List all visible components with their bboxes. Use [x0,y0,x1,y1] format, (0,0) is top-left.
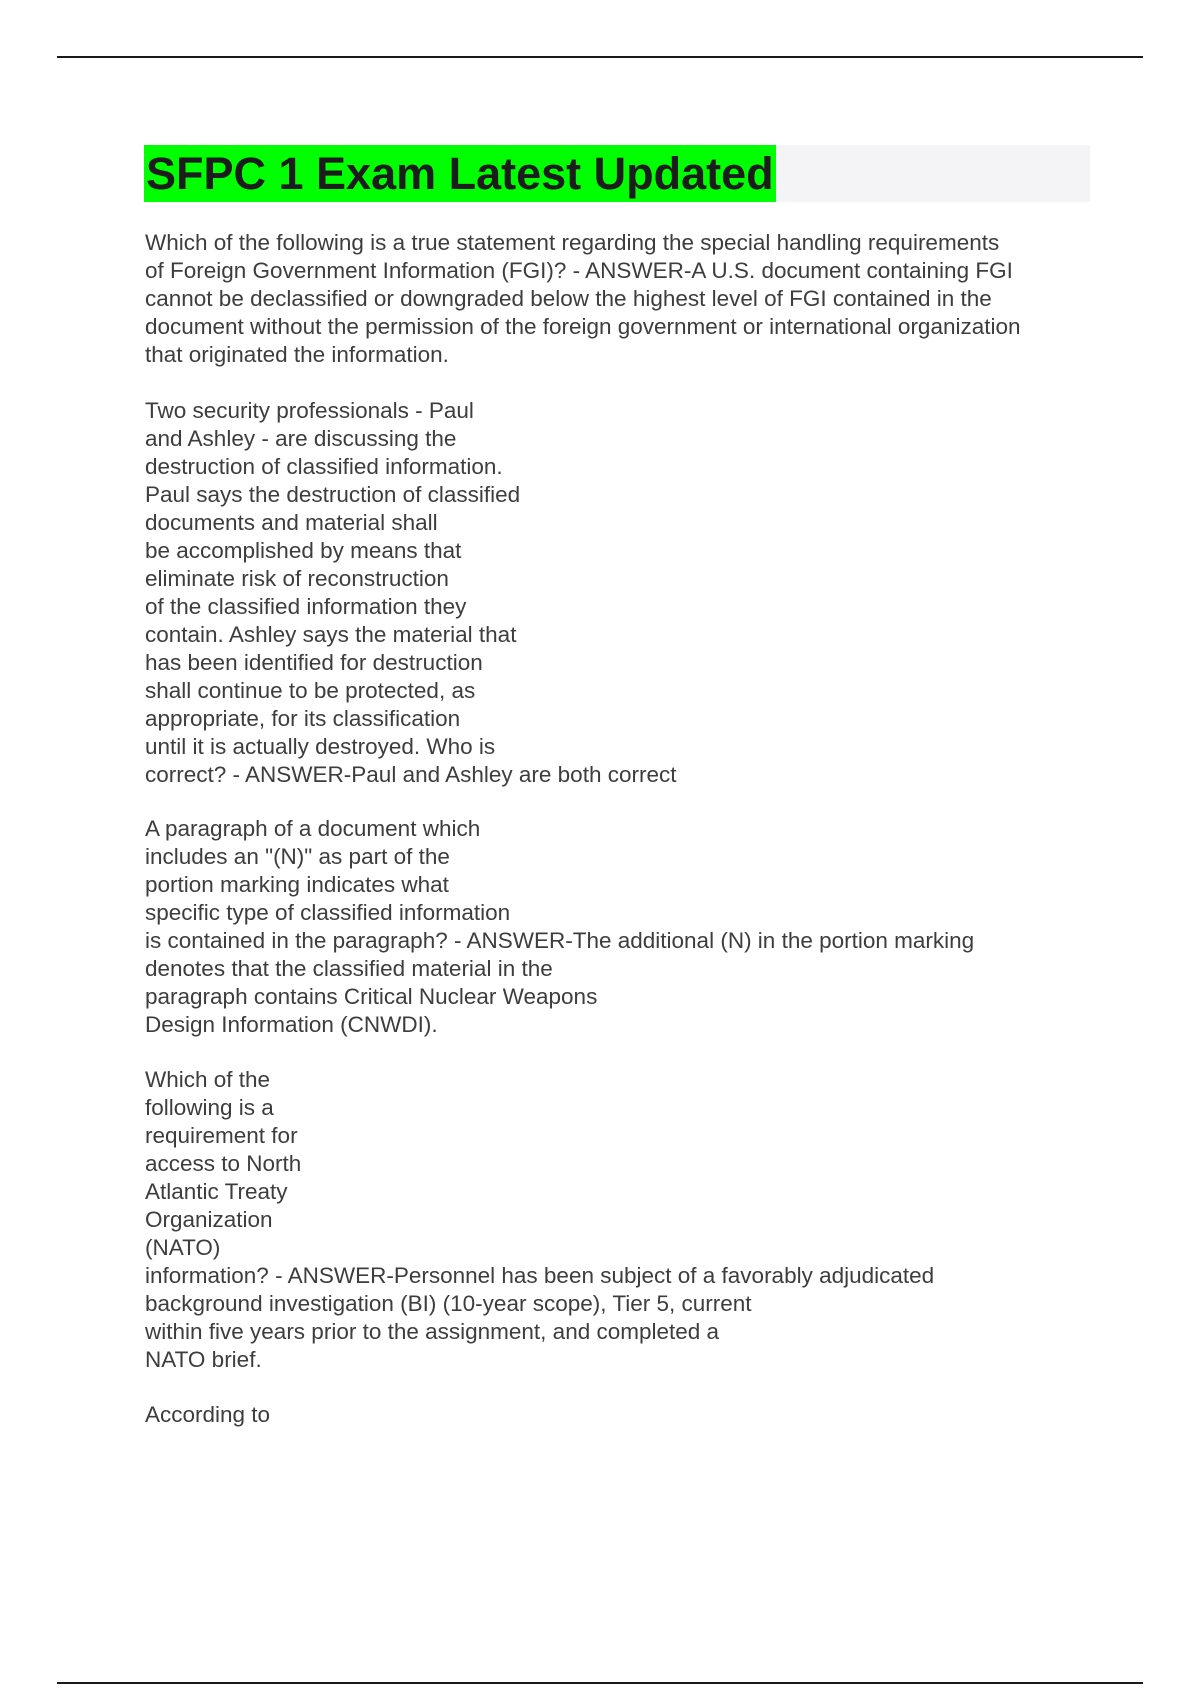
text-line: following is a [145,1095,274,1120]
text-line: (NATO) [145,1235,221,1260]
text-line: be accomplished by means that [145,538,462,563]
text-line: A paragraph of a document which [145,816,481,841]
text-line: appropriate, for its classification [145,706,461,731]
footer-rule [57,1682,1143,1684]
qa-block [145,229,1021,369]
text-line: requirement for [145,1123,298,1148]
text-line: of Foreign Government Information (FGI)? - ANSWER-A U.S. document containing FGI [145,258,1013,283]
text-line: denotes that the classified material in the [145,956,553,981]
text-line: information? - ANSWER-Personnel has been subject of a favorably adjudicated [145,1263,935,1288]
text-line: According to [145,1402,271,1427]
text-line: access to North [145,1151,302,1176]
qa-block [145,397,676,789]
page-title: SFPC 1 Exam Latest Updated [144,145,776,202]
text-line: that originated the information. [145,342,449,367]
text-line: shall continue to be protected, as [145,678,476,703]
text-line: paragraph contains Critical Nuclear Weapons [145,984,598,1009]
text-line: contain. Ashley says the material that [145,622,517,647]
text-line: Which of the [145,1067,271,1092]
text-line: background investigation (BI) (10-year scope), Tier 5, current [145,1291,752,1316]
text-line: of the classified information they [145,594,467,619]
text-line: includes an "(N)" as part of the [145,844,450,869]
text-line: Design Information (CNWDI). [145,1012,438,1037]
text-line: Atlantic Treaty [145,1179,288,1204]
header-rule [57,56,1143,58]
text-line: cannot be declassified or downgraded below the highest level of FGI contained in the [145,286,992,311]
qa-block [145,1066,934,1374]
text-line: Which of the following is a true statement regarding the special handling requirements [145,230,1000,255]
qa-block [145,1401,270,1429]
text-line: until it is actually destroyed. Who is [145,734,496,759]
text-line: correct? - ANSWER-Paul and Ashley are both correct [145,762,677,787]
text-line: destruction of classified information. [145,454,503,479]
text-line: Paul says the destruction of classified [145,482,521,507]
text-line: and Ashley - are discussing the [145,426,457,451]
text-line: has been identified for destruction [145,650,483,675]
text-line: documents and material shall [145,510,438,535]
text-line: Organization [145,1207,273,1232]
text-line: eliminate risk of reconstruction [145,566,449,591]
text-line: portion marking indicates what [145,872,449,897]
text-line: within five years prior to the assignment, and completed a [145,1319,720,1344]
text-line: document without the permission of the foreign government or international organization [145,314,1021,339]
text-line: NATO brief. [145,1347,262,1372]
text-line: specific type of classified information [145,900,511,925]
qa-block [145,815,974,1039]
text-line: Two security professionals - Paul [145,398,474,423]
text-line: is contained in the paragraph? - ANSWER-The additional (N) in the portion marking [145,928,975,953]
